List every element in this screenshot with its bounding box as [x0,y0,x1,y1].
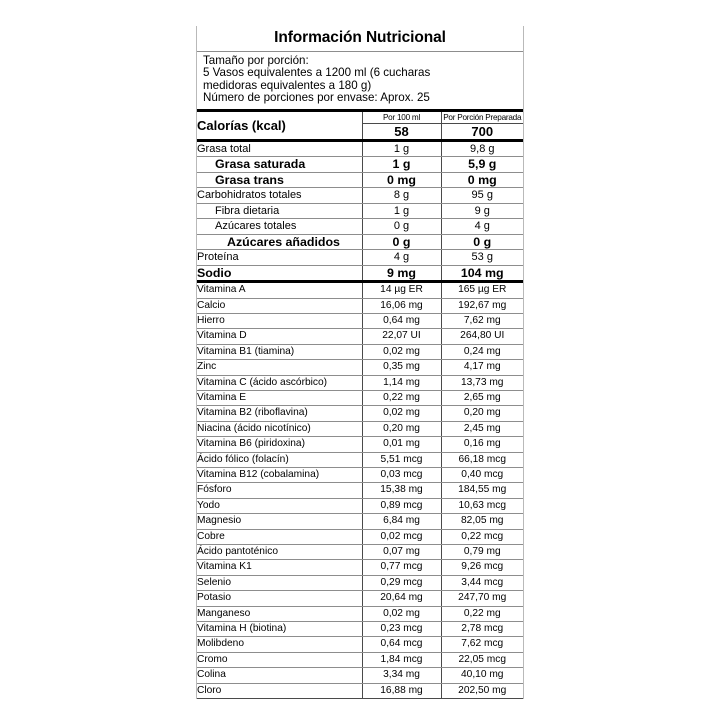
calories-value-per-serving: 700 [441,123,523,139]
nutrient-value-per-serving: 95 g [441,188,523,204]
nutrient-name: Molibdeno [197,637,362,652]
nutrient-value-per-serving: 0,24 mg [441,344,523,359]
nutrient-name: Grasa saturada [197,157,362,173]
table-row [197,360,523,375]
nutrient-value-per-serving: 104 mg [441,265,523,282]
table-row [197,142,523,157]
nutrient-value-per-serving: 7,62 mcg [441,637,523,652]
nutrient-name: Grasa total [197,142,362,157]
nutrient-value-per-serving: 0 mg [441,172,523,188]
nutrient-value-per-serving: 202,50 mg [441,683,523,698]
nutrient-value-per-100ml: 6,84 mg [362,514,441,529]
nutrient-value-per-100ml: 16,88 mg [362,683,441,698]
table-row [197,606,523,621]
table-row [197,652,523,667]
nutrient-value-per-serving: 192,67 mg [441,298,523,313]
nutrient-value-per-100ml: 14 µg ER [362,283,441,298]
nutrient-value-per-serving: 0,20 mg [441,406,523,421]
nutrient-value-per-100ml: 0,20 mg [362,421,441,436]
nutrient-value-per-serving: 3,44 mcg [441,575,523,590]
calories-label: Calorías (kcal) [197,117,286,133]
nutrient-value-per-serving: 0,22 mg [441,606,523,621]
nutrient-name: Proteína [197,250,362,266]
nutrient-value-per-100ml: 0,64 mg [362,313,441,328]
nutrient-value-per-serving: 0,22 mcg [441,529,523,544]
table-row [197,452,523,467]
calories-value-per-100ml: 58 [362,123,441,139]
table-row [197,265,523,282]
table-row [197,406,523,421]
nutrition-facts-panel [196,26,524,699]
table-row [197,283,523,298]
micronutrients-table [197,283,523,699]
nutrient-value-per-100ml: 1,84 mcg [362,652,441,667]
macronutrients-table [197,142,523,284]
table-row [197,203,523,219]
table-row [197,344,523,359]
nutrient-value-per-100ml: 0,02 mcg [362,529,441,544]
nutrient-value-per-100ml: 4 g [362,250,441,266]
column-header-per-100ml: Por 100 ml [362,112,441,124]
nutrient-value-per-serving: 9 g [441,203,523,219]
nutrient-value-per-serving: 66,18 mcg [441,452,523,467]
table-row [197,529,523,544]
nutrient-value-per-100ml: 15,38 mg [362,483,441,498]
table-row [197,390,523,405]
nutrient-name: Fósforo [197,483,362,498]
nutrient-value-per-100ml: 0,64 mcg [362,637,441,652]
table-row [197,234,523,250]
nutrient-value-per-100ml: 22,07 UI [362,329,441,344]
table-row [197,219,523,235]
nutrient-name: Yodo [197,498,362,513]
servings-per-container: Número de porciones por envase: Aprox. 25 [203,91,430,105]
nutrient-name: Vitamina A [197,283,362,298]
table-row [197,172,523,188]
serving-size-line-2: 5 Vasos equivalentes a 1200 ml (6 cucharas [203,66,431,80]
nutrient-value-per-serving: 165 µg ER [441,283,523,298]
nutrient-name: Vitamina B2 (riboflavina) [197,406,362,421]
nutrient-value-per-100ml: 1 g [362,142,441,157]
nutrient-value-per-100ml: 16,06 mg [362,298,441,313]
nutrient-value-per-serving: 264,80 UI [441,329,523,344]
nutrient-value-per-serving: 0,40 mcg [441,468,523,483]
nutrient-name: Colina [197,668,362,683]
table-row [197,313,523,328]
nutrient-name: Vitamina D [197,329,362,344]
nutrient-value-per-serving: 247,70 mg [441,591,523,606]
nutrient-value-per-100ml: 20,64 mg [362,591,441,606]
nutrient-name: Ácido fólico (folacín) [197,452,362,467]
nutrient-value-per-100ml: 0,22 mg [362,390,441,405]
nutrient-value-per-100ml: 9 mg [362,265,441,282]
nutrient-value-per-100ml: 0,07 mg [362,545,441,560]
table-row [197,514,523,529]
table-row [197,468,523,483]
nutrient-value-per-serving: 0 g [441,234,523,250]
nutrient-value-per-100ml: 0,77 mcg [362,560,441,575]
nutrient-value-per-serving: 40,10 mg [441,668,523,683]
table-row [197,375,523,390]
nutrient-value-per-100ml: 0,02 mg [362,606,441,621]
nutrient-name: Zinc [197,360,362,375]
calories-section [197,112,523,142]
serving-size-line-1: Tamaño por porción: [203,54,309,67]
table-row [197,591,523,606]
table-row [197,421,523,436]
nutrient-name: Cobre [197,529,362,544]
nutrient-value-per-100ml: 0 g [362,234,441,250]
nutrient-value-per-serving: 0,16 mg [441,437,523,452]
table-row [197,298,523,313]
table-row [197,498,523,513]
nutrient-name: Niacina (ácido nicotínico) [197,421,362,436]
nutrient-name: Hierro [197,313,362,328]
nutrient-value-per-serving: 4,17 mg [441,360,523,375]
calories-header-row [197,112,523,124]
nutrient-value-per-serving: 22,05 mcg [441,652,523,667]
table-row [197,437,523,452]
table-row [197,545,523,560]
nutrient-value-per-serving: 2,65 mg [441,390,523,405]
nutrient-value-per-serving: 184,55 mg [441,483,523,498]
nutrient-value-per-serving: 5,9 g [441,157,523,173]
nutrient-value-per-100ml: 1 g [362,157,441,173]
nutrient-value-per-100ml: 3,34 mg [362,668,441,683]
nutrient-value-per-100ml: 0,29 mcg [362,575,441,590]
nutrient-value-per-100ml: 8 g [362,188,441,204]
nutrient-name: Calcio [197,298,362,313]
nutrient-value-per-100ml: 5,51 mcg [362,452,441,467]
nutrient-value-per-serving: 53 g [441,250,523,266]
nutrient-name: Ácido pantoténico [197,545,362,560]
nutrient-name: Azúcares añadidos [197,234,362,250]
nutrient-name: Potasio [197,591,362,606]
calories-table [197,112,523,139]
nutrient-value-per-serving: 13,73 mg [441,375,523,390]
nutrient-value-per-100ml: 0,03 mcg [362,468,441,483]
table-row [197,622,523,637]
nutrient-value-per-serving: 10,63 mcg [441,498,523,513]
nutrient-value-per-serving: 4 g [441,219,523,235]
nutrient-value-per-100ml: 1 g [362,203,441,219]
table-row [197,560,523,575]
nutrient-name: Vitamina H (biotina) [197,622,362,637]
table-row [197,575,523,590]
table-row [197,157,523,173]
nutrient-name: Grasa trans [197,172,362,188]
nutrient-name: Manganeso [197,606,362,621]
nutrient-value-per-100ml: 0,02 mg [362,406,441,421]
table-row [197,668,523,683]
nutrient-name: Selenio [197,575,362,590]
nutrient-value-per-serving: 9,26 mcg [441,560,523,575]
nutrient-name: Cloro [197,683,362,698]
nutrient-name: Azúcares totales [197,219,362,235]
nutrient-value-per-serving: 82,05 mg [441,514,523,529]
nutrient-name: Cromo [197,652,362,667]
nutrient-name: Vitamina B1 (tiamina) [197,344,362,359]
table-row [197,188,523,204]
nutrient-name: Vitamina E [197,390,362,405]
serving-size-line-3: medidoras equivalentes a 180 g) [203,78,372,92]
nutrient-name: Vitamina B6 (piridoxina) [197,437,362,452]
nutrient-name: Sodio [197,265,362,282]
table-row [197,483,523,498]
nutrient-name: Carbohidratos totales [197,188,362,204]
nutrient-value-per-serving: 2,78 mcg [441,622,523,637]
nutrient-value-per-100ml: 1,14 mg [362,375,441,390]
nutrient-value-per-100ml: 0 g [362,219,441,235]
nutrient-value-per-serving: 7,62 mg [441,313,523,328]
nutrient-name: Fibra dietaria [197,203,362,219]
column-header-per-serving: Por Porción Preparada [441,112,523,124]
nutrient-name: Magnesio [197,514,362,529]
nutrient-value-per-serving: 0,79 mg [441,545,523,560]
nutrient-name: Vitamina B12 (cobalamina) [197,468,362,483]
table-row [197,250,523,266]
serving-size-block [197,52,523,112]
page-title: Información Nutricional [197,26,523,52]
nutrient-value-per-100ml: 0,89 mcg [362,498,441,513]
nutrient-value-per-100ml: 0,23 mcg [362,622,441,637]
nutrient-name: Vitamina K1 [197,560,362,575]
nutrient-value-per-serving: 9,8 g [441,142,523,157]
table-row [197,683,523,698]
table-row [197,329,523,344]
nutrient-value-per-100ml: 0,35 mg [362,360,441,375]
nutrient-value-per-100ml: 0,02 mg [362,344,441,359]
table-row [197,637,523,652]
nutrient-name: Vitamina C (ácido ascórbico) [197,375,362,390]
nutrient-value-per-100ml: 0 mg [362,172,441,188]
nutrient-value-per-100ml: 0,01 mg [362,437,441,452]
nutrient-value-per-serving: 2,45 mg [441,421,523,436]
